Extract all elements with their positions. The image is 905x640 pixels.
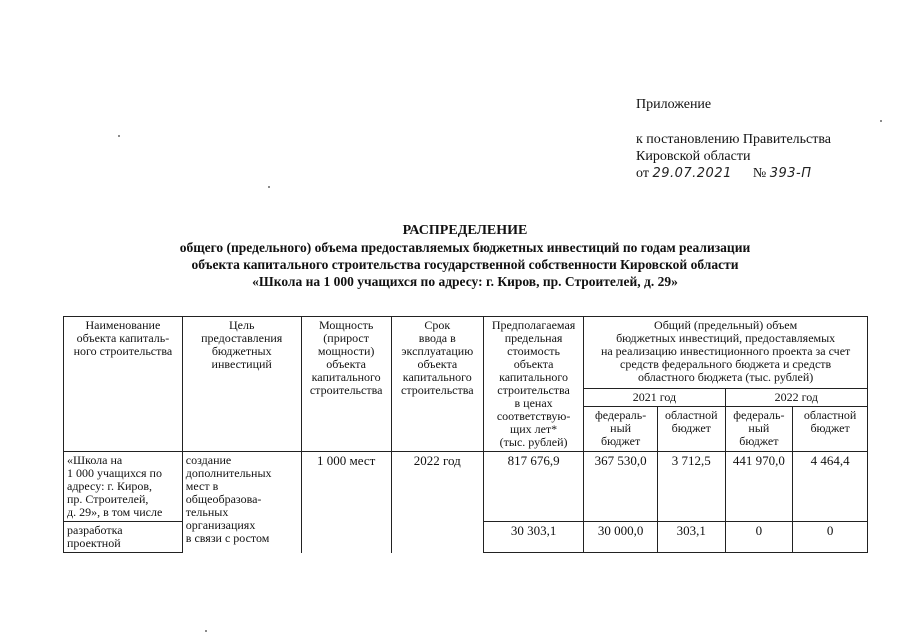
row1-cost: 817 676,9 (483, 452, 583, 522)
cell-line: ного строительства (73, 344, 173, 358)
cell-line: мест в (185, 479, 219, 493)
cell-line: в связи с ростом (185, 531, 270, 545)
cell-line: ввода в (418, 331, 456, 345)
cell-line: Наименование (85, 318, 161, 332)
cell-line: Общий (предельный) объем (654, 318, 798, 332)
cell-line: пр. Строителей, (67, 492, 149, 506)
cell-line: создание (185, 453, 232, 467)
cell-line: строительства (497, 383, 570, 397)
annex-date-line (636, 165, 896, 182)
cell-line: капитального (402, 370, 472, 384)
cell-line: ный (748, 420, 770, 435)
cell-line: объекта (326, 357, 367, 371)
scan-speck (880, 120, 882, 122)
row1-capacity: 1 000 мест (301, 452, 391, 553)
cell-line: щих лет* (509, 422, 558, 436)
cell-line: Цель (228, 318, 255, 332)
cell-line: предоставления (201, 331, 283, 345)
header-year-2021: 2021 год (584, 388, 725, 406)
cell-line: бюджетных (211, 344, 272, 358)
cell-line: тельных (185, 505, 229, 519)
cell-line: 1 000 учащихся по (67, 466, 162, 480)
row1-reg-2022: 4 464,4 (793, 452, 868, 522)
row1-goal (182, 452, 301, 553)
header-cost (483, 317, 583, 452)
header-year-2022: 2022 год (725, 388, 867, 406)
row2-fed-2021: 30 000,0 (584, 522, 658, 553)
cell-line: объекта (417, 357, 458, 371)
cell-line: предельная (504, 331, 563, 345)
header-term (391, 317, 483, 452)
cell-line: объекта капиталь- (76, 331, 170, 345)
cell-line: в ценах (514, 396, 553, 410)
cell-line: (тыс. рублей) (499, 435, 568, 449)
row1-fed-2022: 441 970,0 (725, 452, 793, 522)
row2-cost: 30 303,1 (483, 522, 583, 553)
document-heading (80, 222, 850, 290)
cell-line: областной (665, 407, 718, 422)
heading-title: РАСПРЕДЕЛЕНИЕ (402, 223, 528, 238)
cell-line: соответствую- (496, 409, 571, 423)
annex-number: 393-П (769, 166, 812, 181)
annex-block (636, 96, 896, 182)
annex-title: Приложение (636, 97, 712, 112)
scan-speck (118, 135, 120, 137)
cell-line: Срок (424, 318, 451, 332)
cell-line: общеобразова- (185, 492, 262, 506)
cell-line: проектной (67, 536, 121, 550)
cell-line: эксплуатацию (401, 344, 474, 358)
cell-line: д. 29», в том числе (67, 505, 163, 519)
heading-line-2: объекта капитального строительства государственной собственности Кировской области (191, 257, 739, 272)
cell-line: бюджет (671, 420, 711, 435)
cell-line: бюджетных инвестиций, предоставляемых (616, 331, 836, 345)
row1-term: 2022 год (391, 452, 483, 553)
row1-name (64, 452, 183, 522)
header-capacity (301, 317, 391, 452)
row1-reg-2021: 3 712,5 (657, 452, 725, 522)
cell-line: «Школа на (67, 453, 123, 467)
scan-speck (268, 186, 270, 188)
annex-line-2: Кировской области (636, 149, 751, 164)
header-federal-2022 (725, 406, 793, 451)
cell-line: капитального (311, 370, 381, 384)
cell-line: адресу: г. Киров, (67, 479, 153, 493)
cell-line: федераль- (733, 407, 785, 422)
cell-line: областного бюджета (тыс. рублей) (637, 370, 814, 384)
distribution-table (63, 316, 868, 553)
cell-line: федераль- (594, 407, 647, 422)
annex-date: 29.07.2021 (652, 166, 732, 181)
cell-line: организациях (185, 518, 256, 532)
cell-line: строительства (401, 383, 474, 397)
cell-line: бюджет (810, 420, 850, 435)
cell-line: объекта (513, 357, 554, 371)
row2-reg-2022: 0 (793, 522, 868, 553)
header-total (584, 317, 868, 389)
cell-line: бюджет (600, 433, 641, 448)
cell-line: ный (610, 420, 632, 435)
row2-fed-2022: 0 (725, 522, 793, 553)
cell-line: строительства (309, 383, 383, 397)
cell-line: бюджет (739, 433, 779, 448)
cell-line: мощности) (317, 344, 375, 358)
row2-reg-2021: 303,1 (657, 522, 725, 553)
cell-line: инвестиций (211, 357, 272, 371)
header-name (64, 317, 183, 452)
annex-number-label: № (752, 166, 767, 181)
cell-line: (прирост (323, 331, 370, 345)
cell-line: областной (803, 407, 857, 422)
header-regional-2021 (657, 406, 725, 451)
header-federal-2021 (584, 406, 658, 451)
annex-line-1: к постановлению Правительства (636, 132, 832, 147)
header-regional-2022 (793, 406, 868, 451)
scan-speck (205, 630, 207, 632)
cell-line: стоимость (507, 344, 560, 358)
annex-from-label: от (636, 166, 649, 181)
cell-line: на реализацию инвестиционного проекта за счет (600, 344, 851, 358)
cell-line: Мощность (318, 318, 374, 332)
cell-line: Предполагаемая (491, 318, 576, 332)
heading-line-3: «Школа на 1 000 учащихся по адресу: г. Киров, пр. Строителей, д. 29» (252, 274, 678, 289)
cell-line: средств федерального бюджета и средств (620, 357, 832, 371)
cell-line: разработка (67, 523, 123, 537)
row1-fed-2021: 367 530,0 (584, 452, 658, 522)
row2-name (64, 522, 183, 553)
cell-line: капитального (499, 370, 569, 384)
heading-line-1: общего (предельного) объема предоставляемых бюджетных инвестиций по годам реализации (179, 240, 751, 255)
cell-line: дополнительных (185, 466, 272, 480)
header-goal (182, 317, 301, 452)
